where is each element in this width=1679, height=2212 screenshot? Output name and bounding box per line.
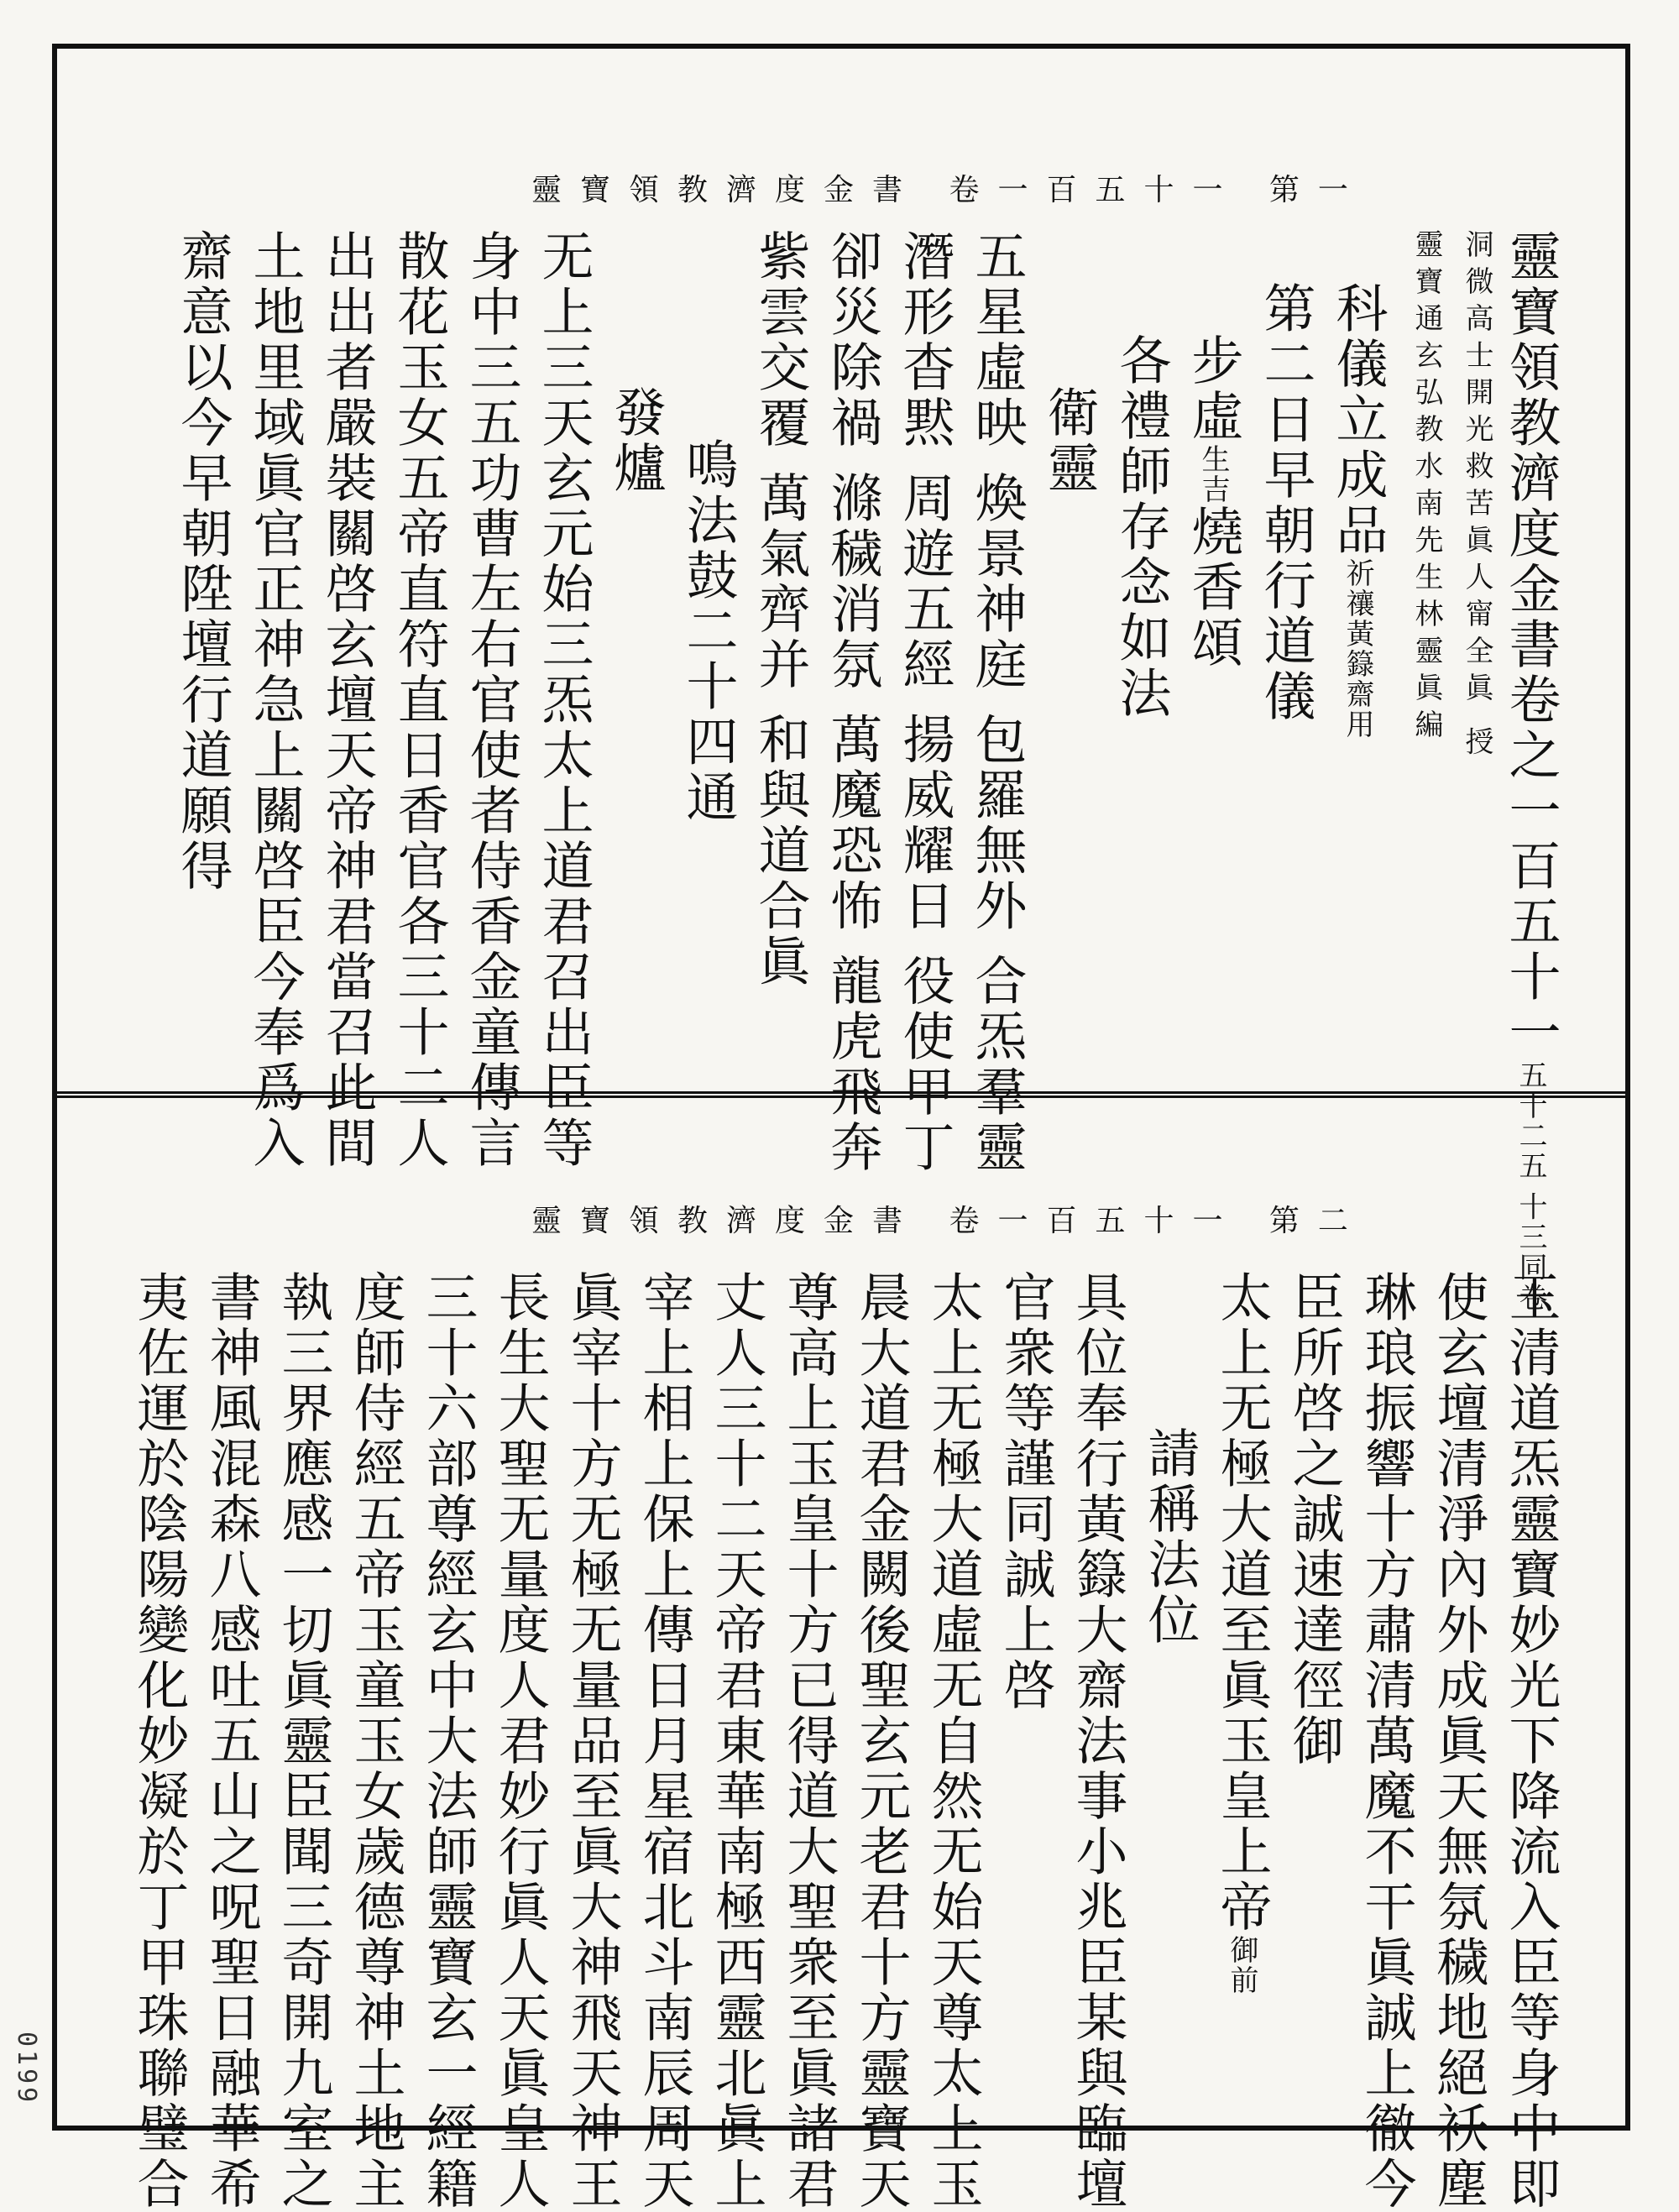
running-head-top: 靈寶領教濟度金書 卷一百五十一 第一: [531, 173, 1367, 207]
text-column: 太上无極大道虛无自然无始天尊太上玉: [923, 1270, 984, 2212]
text-column: 靈寶領教濟度金書卷之一百五十一五十二五 十三同卷: [1500, 229, 1561, 1313]
text-column: 紫雲交覆 萬氣齊并 和與道合眞: [750, 229, 811, 990]
text-column: 玉清道炁靈寶妙光下降流入臣等身中即: [1500, 1270, 1561, 2212]
text-column: 使玄壇清淨內外成眞天無氛穢地絕袄塵: [1428, 1270, 1489, 2212]
text-column: 宰上相上保上傳日月星宿北斗南辰周天: [634, 1270, 695, 2212]
text-column: 鳴法鼓二十四通: [677, 437, 739, 825]
bottom-columns: [123, 1270, 1567, 2212]
text-column: 書神風混森八感吐五山之呪聖日融華希: [201, 1270, 262, 2212]
text-column: 丈人三十二天帝君東華南極西靈北眞上: [706, 1270, 767, 2212]
text-column: 具位奉行黃籙大齋法事小兆臣某與臨壇: [1067, 1270, 1128, 2212]
text-column: 琳琅振響十方肅清萬魔不干眞誠上徹今: [1356, 1270, 1417, 2212]
text-column: 尊高上玉皇十方已得道大聖衆至眞諸君: [778, 1270, 840, 2212]
text-column: 第二日早朝行道儀: [1255, 281, 1316, 724]
text-column: 三十六部尊經玄中大法師靈寶玄一經籍: [417, 1270, 479, 2212]
text-column: 洞微高士開光救苦眞人甯全眞 授: [1460, 229, 1493, 764]
text-column: 長生大聖无量度人君妙行眞人天眞皇人: [489, 1270, 551, 2212]
text-column: 各禮師存念如法: [1111, 333, 1172, 721]
text-column: 无上三天玄元始三炁太上道君召出臣等: [533, 229, 594, 1171]
text-column: 散花玉女五帝直符直日香官各三十二人: [389, 229, 450, 1171]
text-column: 執三界應感一切眞靈臣聞三奇開九室之: [273, 1270, 334, 2212]
running-head-bottom: 靈寶領教濟度金書 卷一百五十一 第二: [531, 1204, 1367, 1238]
text-column: 臣所啓之誠速達徑御: [1284, 1270, 1345, 1769]
text-column: 步虛生吉燒香頌: [1183, 333, 1244, 671]
text-column: 太上无極大道至眞玉皇上帝御前: [1211, 1270, 1273, 1995]
text-column: 夷佐運於陰陽變化妙凝於丁甲珠聯璧合: [128, 1270, 190, 2212]
text-column: 卻災除禍 滌穢消氛 萬魔恐怖 龍虎飛奔: [822, 229, 883, 1176]
text-column: 科儀立成品祈禳黃籙齋用: [1327, 281, 1389, 740]
text-column: 晨大道君金闕後聖玄元老君十方靈寶天: [850, 1270, 912, 2212]
text-column: 土地里域眞官正神急上關啓臣今奉爲入: [244, 229, 306, 1171]
text-column: 身中三五功曹左右官使者侍香金童傳言: [461, 229, 522, 1171]
text-column: 衛靈: [1038, 385, 1100, 496]
text-column: 潛形杳黙 周遊五經 揚威耀日 役使甲丁: [894, 229, 955, 1176]
page-side-number: 0199: [12, 2032, 41, 2106]
text-column: 發爐: [605, 385, 667, 496]
text-column: 靈寶通玄弘教水南先生林靈眞編: [1410, 229, 1443, 746]
bottom-panel: [57, 1098, 1625, 2212]
text-column: 官衆等謹同誠上啓: [995, 1270, 1056, 1713]
text-column: 度師侍經五帝玉童玉女歲德尊神土地主: [345, 1270, 406, 2212]
text-column: 請稱法位: [1139, 1426, 1200, 1648]
text-column: 五星虛映 煥景神庭 包羅無外 合炁羣靈: [966, 229, 1028, 1176]
text-column: 出出者嚴裝關啓玄壇天帝神君當召此間: [316, 229, 378, 1171]
text-column: 眞宰十方无極无量品至眞大神飛天神王: [562, 1270, 623, 2212]
text-column: 齋意以今早朝陞壇行道願得: [172, 229, 233, 894]
